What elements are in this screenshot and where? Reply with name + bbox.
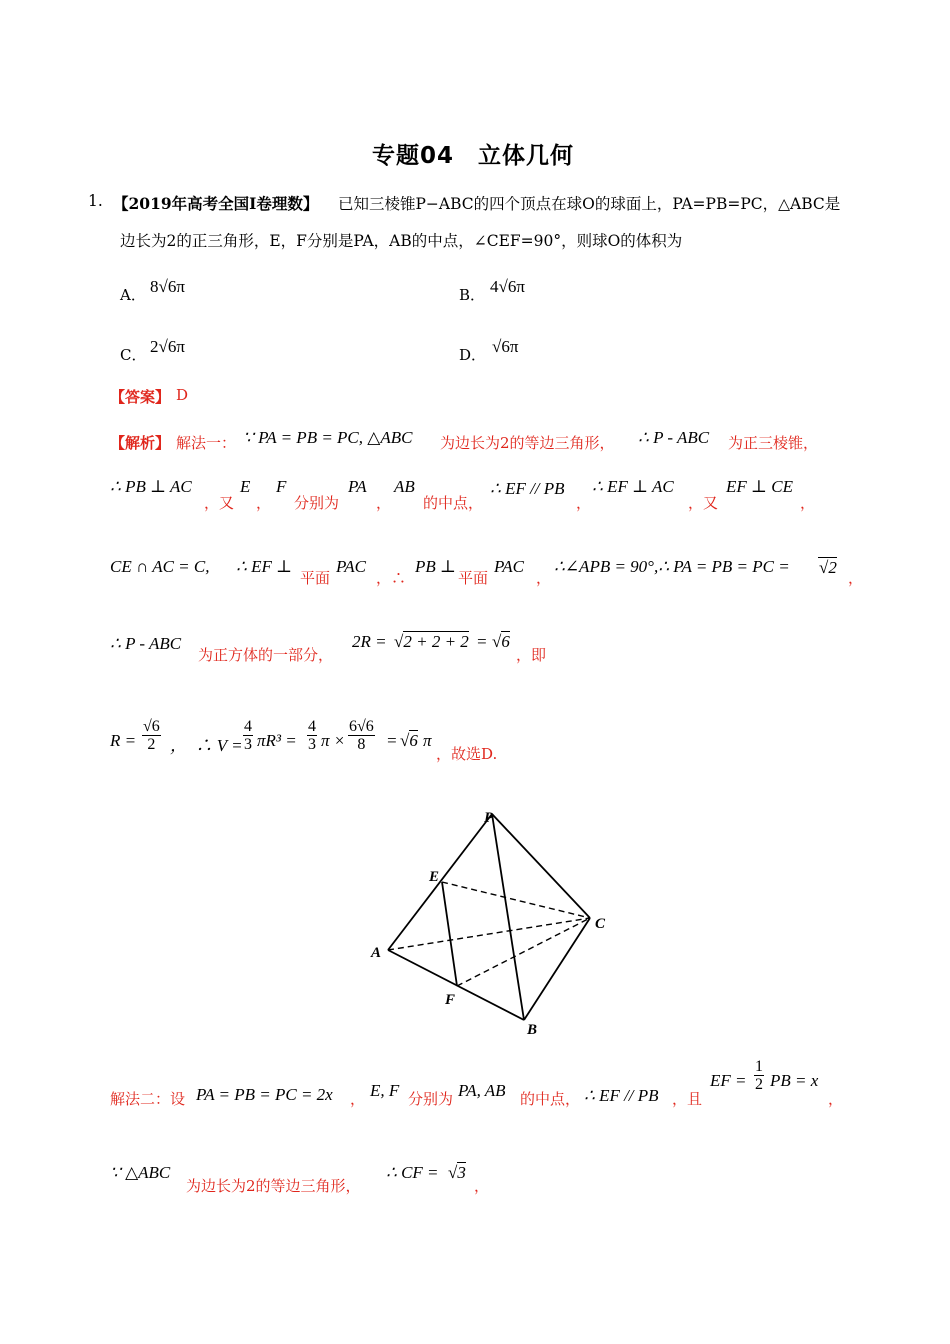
l2-text-6: ， [576, 494, 592, 512]
method2-label: 解法二：设 [110, 1090, 186, 1108]
option-a-value: 8√6π [150, 277, 185, 296]
m2-frac [754, 1058, 764, 1093]
option-a-letter: A． [120, 286, 146, 304]
m2b-text-2: ， [474, 1177, 490, 1195]
l3-text-1: 平面 [300, 569, 331, 587]
m2b-sqrt-value: 3 [457, 1163, 466, 1182]
answer-value: D [176, 386, 189, 404]
label-P: P [484, 810, 494, 826]
l2-text-4: ， [376, 494, 392, 512]
l5-text-1: ，故选D. [436, 745, 498, 763]
label-B: B [527, 1022, 538, 1038]
m2-frac-den: 2 [755, 1076, 763, 1093]
l3-text-5: ， [848, 569, 864, 587]
option-d-letter: D． [459, 346, 487, 364]
option-c-letter: C． [120, 346, 147, 364]
l5-frac-1-den: 2 [147, 736, 156, 753]
l2-math-3: F [276, 477, 287, 496]
l3-text-4: ， [536, 569, 552, 587]
m2-math-3: PA, AB [458, 1081, 506, 1100]
edge-EC [442, 882, 590, 918]
method1-label: 解法一： [176, 434, 237, 452]
l2-text-5: 的中点， [423, 494, 484, 512]
l5-frac-2-den: 3 [244, 736, 252, 753]
m2-frac-num: 1 [755, 1058, 763, 1075]
l4-math-3: = [476, 632, 488, 651]
l5-frac-4-num: 6√6 [349, 718, 374, 735]
l2-text-3: 分别为 [294, 494, 340, 512]
question-source: 【2019年高考全国Ⅰ卷理数】 [113, 194, 319, 213]
m2-math-6: PB = x [770, 1071, 819, 1090]
l3-math-6: ∴∠APB = 90°,∴ PA = PB = PC = [554, 557, 790, 576]
l5-math-6: π [423, 731, 432, 750]
l5-math-3: πR³ = [257, 731, 297, 750]
l3-math-4: PB ⊥ [415, 557, 457, 576]
l2-math-6: ∴ EF // PB [490, 479, 565, 498]
option-d-value: √6π [492, 337, 519, 356]
l4-sqrt-1-value: 2 + 2 + 2 [403, 632, 469, 651]
l2-math-2: E [240, 477, 251, 496]
l5-frac-2-num: 4 [244, 718, 252, 735]
l1-text-1: 为边长为2的等边三角形， [440, 434, 615, 452]
l3-text-2: ，∴ [376, 569, 407, 587]
l1-text-2: 为正三棱锥， [728, 434, 819, 452]
l5-sqrt: √6 [400, 731, 418, 750]
l4-sqrt-2-value: 6 [501, 632, 510, 651]
label-A: A [371, 945, 382, 961]
m2b-math-2: ∴ CF = [386, 1163, 439, 1182]
m2-text-1: ， [350, 1090, 366, 1108]
l2-text-7: ，又 [688, 494, 719, 512]
l3-math-3: PAC [336, 557, 366, 576]
analysis-label: 【解析】 [110, 434, 171, 452]
question-line-1: 已知三棱锥P−ABC的四个顶点在球O的球面上，PA=PB=PC，△ABC是 [338, 195, 841, 213]
label-C: C [595, 916, 606, 932]
answer-label: 【答案】 [110, 388, 171, 406]
l3-math-1: CE ∩ AC = C, [110, 557, 210, 576]
edge-PB [492, 814, 524, 1020]
l5-frac-1 [142, 718, 161, 753]
l3-sqrt: √2 [819, 558, 837, 577]
m2-text-2: 分别为 [408, 1090, 454, 1108]
m2-text-5: ， [828, 1090, 844, 1108]
l2-math-5: AB [394, 477, 415, 496]
m2-math-4: ∴ EF // PB [584, 1086, 659, 1105]
l2-math-8: EF ⊥ CE [726, 477, 793, 496]
m2b-sqrt: √3 [448, 1163, 466, 1182]
l3-sqrt-value: 2 [828, 558, 837, 577]
question-number: 1. [88, 192, 103, 210]
l2-text-8: ， [800, 494, 816, 512]
label-F: F [445, 992, 456, 1008]
l5-frac-1-num: √6 [143, 718, 160, 735]
l4-text-2: ，即 [516, 646, 547, 664]
l4-math-1: ∴ P - ABC [110, 634, 182, 653]
l5-math-5: = [386, 731, 398, 750]
option-b-letter: B． [459, 286, 486, 304]
option-b-value: 4√6π [490, 277, 525, 296]
l3-text-3: 平面 [458, 569, 489, 587]
l5-frac-2 [243, 718, 253, 753]
edge-EF [442, 882, 457, 986]
l5-math-4: π × [321, 731, 346, 750]
m2-math-1: PA = PB = PC = 2x [196, 1085, 333, 1104]
l1-math-1: ∵ PA = PB = PC, △ABC [243, 428, 413, 447]
option-c-value: 2√6π [150, 337, 185, 356]
m2b-math-1: ∵ △ABC [110, 1163, 171, 1182]
l4-text-1: 为正方体的一部分， [198, 646, 334, 664]
page-title: 专题04 立体几何 [372, 143, 575, 169]
l2-text-1: ，又 [204, 494, 235, 512]
l1-math-2: ∴ P - ABC [638, 428, 710, 447]
l5-math-1: R = [110, 731, 137, 750]
l5-math-2: ， ∴ V = [170, 736, 243, 755]
edge-FC [457, 918, 590, 986]
m2-math-2: E, F [370, 1081, 400, 1100]
l4-sqrt-1: √2 + 2 + 2 [394, 632, 469, 651]
m2-math-5: EF = [710, 1071, 747, 1090]
l2-math-7: ∴ EF ⊥ AC [592, 477, 674, 496]
l5-frac-3-num: 4 [308, 718, 316, 735]
l4-sqrt-2: √6 [492, 632, 510, 651]
l2-math-4: PA [348, 477, 367, 496]
m2b-text-1: 为边长为2的等边三角形， [186, 1177, 361, 1195]
edge-PA [388, 814, 492, 950]
l2-text-2: ， [256, 494, 272, 512]
l5-frac-4 [348, 718, 375, 753]
l2-math-1: ∴ PB ⊥ AC [110, 477, 192, 496]
edge-PC [492, 814, 590, 918]
edge-BC [524, 918, 590, 1020]
l4-math-2: 2R = [352, 632, 387, 651]
m2-text-4: ，且 [672, 1090, 703, 1108]
l5-sqrt-value: 6 [409, 731, 418, 750]
tetrahedron-figure [362, 800, 632, 1040]
l3-math-5: PAC [494, 557, 524, 576]
question-line-2: 边长为2的正三角形，E，F分别是PA，AB的中点，∠CEF=90°，则球O的体积为 [120, 232, 683, 250]
m2-text-3: 的中点， [520, 1090, 581, 1108]
l3-math-2: ∴ EF ⊥ [236, 557, 293, 576]
l5-frac-3 [307, 718, 317, 753]
label-E: E [429, 869, 440, 885]
l5-frac-4-den: 8 [357, 736, 366, 753]
l5-frac-3-den: 3 [308, 736, 316, 753]
